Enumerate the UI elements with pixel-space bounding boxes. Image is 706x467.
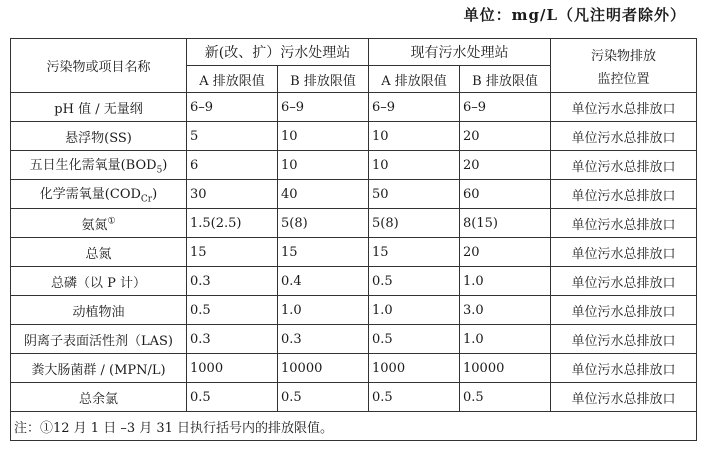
pollutant-name-cell <box>11 180 187 209</box>
new-b-limit-cell: 0.5 <box>278 383 369 412</box>
new-b-limit-cell: 0.3 <box>278 325 369 354</box>
monitor-location-cell: 单位污水总排放口 <box>551 354 697 383</box>
new-a-limit-cell: 1000 <box>187 354 278 383</box>
unit-note: 单位：mg/L（凡注明者除外） <box>463 6 686 24</box>
header-monitor-line2: 监控位置 <box>597 71 650 87</box>
new-a-limit-cell: 1.5(2.5) <box>187 209 278 238</box>
pollutant-name: 总余氯 <box>78 391 118 407</box>
header-existing-b: B 排放限值 <box>460 66 551 93</box>
pollutant-name-subscript: 5 <box>156 165 163 176</box>
table-row <box>11 296 697 325</box>
existing-b-limit-cell: 8(15) <box>460 209 551 238</box>
table-row <box>11 151 697 180</box>
pollutant-name-subscript: Cr <box>140 194 153 205</box>
new-a-limit-cell: 0.3 <box>187 267 278 296</box>
monitor-location-cell: 单位污水总排放口 <box>551 296 697 325</box>
header-new-b: B 排放限值 <box>278 66 369 93</box>
pollutant-name-suffix: ) <box>162 158 168 174</box>
header-new-station: 新(改、扩）污水处理站 <box>187 39 369 66</box>
existing-a-limit-cell: 15 <box>369 238 460 267</box>
existing-a-limit-cell: 0.5 <box>369 267 460 296</box>
existing-b-limit-cell: 20 <box>460 238 551 267</box>
existing-b-limit-cell: 6–9 <box>460 93 551 122</box>
new-b-limit-cell: 1.0 <box>278 296 369 325</box>
new-b-limit-cell: 6–9 <box>278 93 369 122</box>
monitor-location-cell: 单位污水总排放口 <box>551 93 697 122</box>
header-new-a: A 排放限值 <box>187 66 278 93</box>
existing-a-limit-cell: 0.5 <box>369 325 460 354</box>
header-monitor-location <box>551 39 697 93</box>
header-existing-a: A 排放限值 <box>369 66 460 93</box>
new-b-limit-cell: 15 <box>278 238 369 267</box>
footnote-row <box>11 412 697 441</box>
pollutant-name: 动植物油 <box>72 304 125 320</box>
new-a-limit-cell: 0.3 <box>187 325 278 354</box>
new-b-limit-cell: 40 <box>278 180 369 209</box>
existing-a-limit-cell: 50 <box>369 180 460 209</box>
existing-b-limit-cell: 20 <box>460 151 551 180</box>
new-b-limit-cell: 0.4 <box>278 267 369 296</box>
existing-a-limit-cell: 6–9 <box>369 93 460 122</box>
existing-b-limit-cell: 10000 <box>460 354 551 383</box>
header-row-1 <box>11 39 697 66</box>
new-b-limit-cell: 5(8) <box>278 209 369 238</box>
existing-b-limit-cell: 1.0 <box>460 267 551 296</box>
existing-b-limit-cell: 0.5 <box>460 383 551 412</box>
pollutant-name: 五日生化需氧量(BOD <box>29 158 157 174</box>
footnote: 注：①12 月 1 日 –3 月 31 日执行括号内的排放限值。 <box>11 412 697 441</box>
monitor-location-cell: 单位污水总排放口 <box>551 325 697 354</box>
pollutant-name: 阴离子表面活性剂（LAS) <box>24 333 173 349</box>
pollutant-name: 总氮 <box>85 246 112 262</box>
pollutant-name: 总磷（以 P 计） <box>50 275 146 291</box>
pollutant-name-footnote-mark: ① <box>107 216 116 227</box>
new-a-limit-cell: 6–9 <box>187 93 278 122</box>
pollutant-name: 氨氮 <box>81 217 108 233</box>
pollutant-name: 化学需氧量(COD <box>39 187 141 203</box>
pollutant-name: 悬浮物(SS) <box>65 130 132 146</box>
pollutant-name-cell <box>11 122 187 151</box>
existing-b-limit-cell: 1.0 <box>460 325 551 354</box>
header-existing-station: 现有污水处理站 <box>369 39 551 66</box>
table-row <box>11 354 697 383</box>
existing-a-limit-cell: 0.5 <box>369 383 460 412</box>
table-row <box>11 383 697 412</box>
pollutant-name-suffix: ) <box>152 187 158 203</box>
existing-a-limit-cell: 1.0 <box>369 296 460 325</box>
pollutant-name: pH 值 / 无量纲 <box>54 101 143 117</box>
new-b-limit-cell: 10000 <box>278 354 369 383</box>
table-body <box>11 93 697 441</box>
table-row <box>11 122 697 151</box>
pollutant-name: 粪大肠菌群 / (MPN/L) <box>31 362 166 378</box>
monitor-location-cell: 单位污水总排放口 <box>551 122 697 151</box>
existing-b-limit-cell: 60 <box>460 180 551 209</box>
header-monitor-line1: 污染物排放 <box>590 48 656 64</box>
new-a-limit-cell: 30 <box>187 180 278 209</box>
existing-a-limit-cell: 10 <box>369 151 460 180</box>
new-a-limit-cell: 5 <box>187 122 278 151</box>
existing-a-limit-cell: 5(8) <box>369 209 460 238</box>
pollutant-name-cell <box>11 93 187 122</box>
monitor-location-cell: 单位污水总排放口 <box>551 383 697 412</box>
existing-b-limit-cell: 3.0 <box>460 296 551 325</box>
monitor-location-cell: 单位污水总排放口 <box>551 238 697 267</box>
pollutant-name-cell <box>11 267 187 296</box>
pollutant-name-cell <box>11 151 187 180</box>
table-row <box>11 93 697 122</box>
new-a-limit-cell: 6 <box>187 151 278 180</box>
monitor-location-cell: 单位污水总排放口 <box>551 180 697 209</box>
monitor-location-cell: 单位污水总排放口 <box>551 151 697 180</box>
pollutant-name-cell <box>11 238 187 267</box>
existing-b-limit-cell: 20 <box>460 122 551 151</box>
monitor-location-cell: 单位污水总排放口 <box>551 267 697 296</box>
new-a-limit-cell: 0.5 <box>187 296 278 325</box>
new-a-limit-cell: 15 <box>187 238 278 267</box>
table-row <box>11 209 697 238</box>
header-pollutant: 污染物或项目名称 <box>11 39 187 93</box>
pollutant-name-cell <box>11 383 187 412</box>
table-row <box>11 325 697 354</box>
table-row <box>11 180 697 209</box>
existing-a-limit-cell: 1000 <box>369 354 460 383</box>
table-row <box>11 267 697 296</box>
pollutant-name-cell <box>11 209 187 238</box>
pollutant-name-cell <box>11 296 187 325</box>
existing-a-limit-cell: 10 <box>369 122 460 151</box>
pollutant-name-cell <box>11 354 187 383</box>
table-row <box>11 238 697 267</box>
monitor-location-cell: 单位污水总排放口 <box>551 209 697 238</box>
new-a-limit-cell: 0.5 <box>187 383 278 412</box>
pollutant-name-cell <box>11 325 187 354</box>
discharge-limits-table <box>10 38 697 441</box>
new-b-limit-cell: 10 <box>278 122 369 151</box>
new-b-limit-cell: 10 <box>278 151 369 180</box>
